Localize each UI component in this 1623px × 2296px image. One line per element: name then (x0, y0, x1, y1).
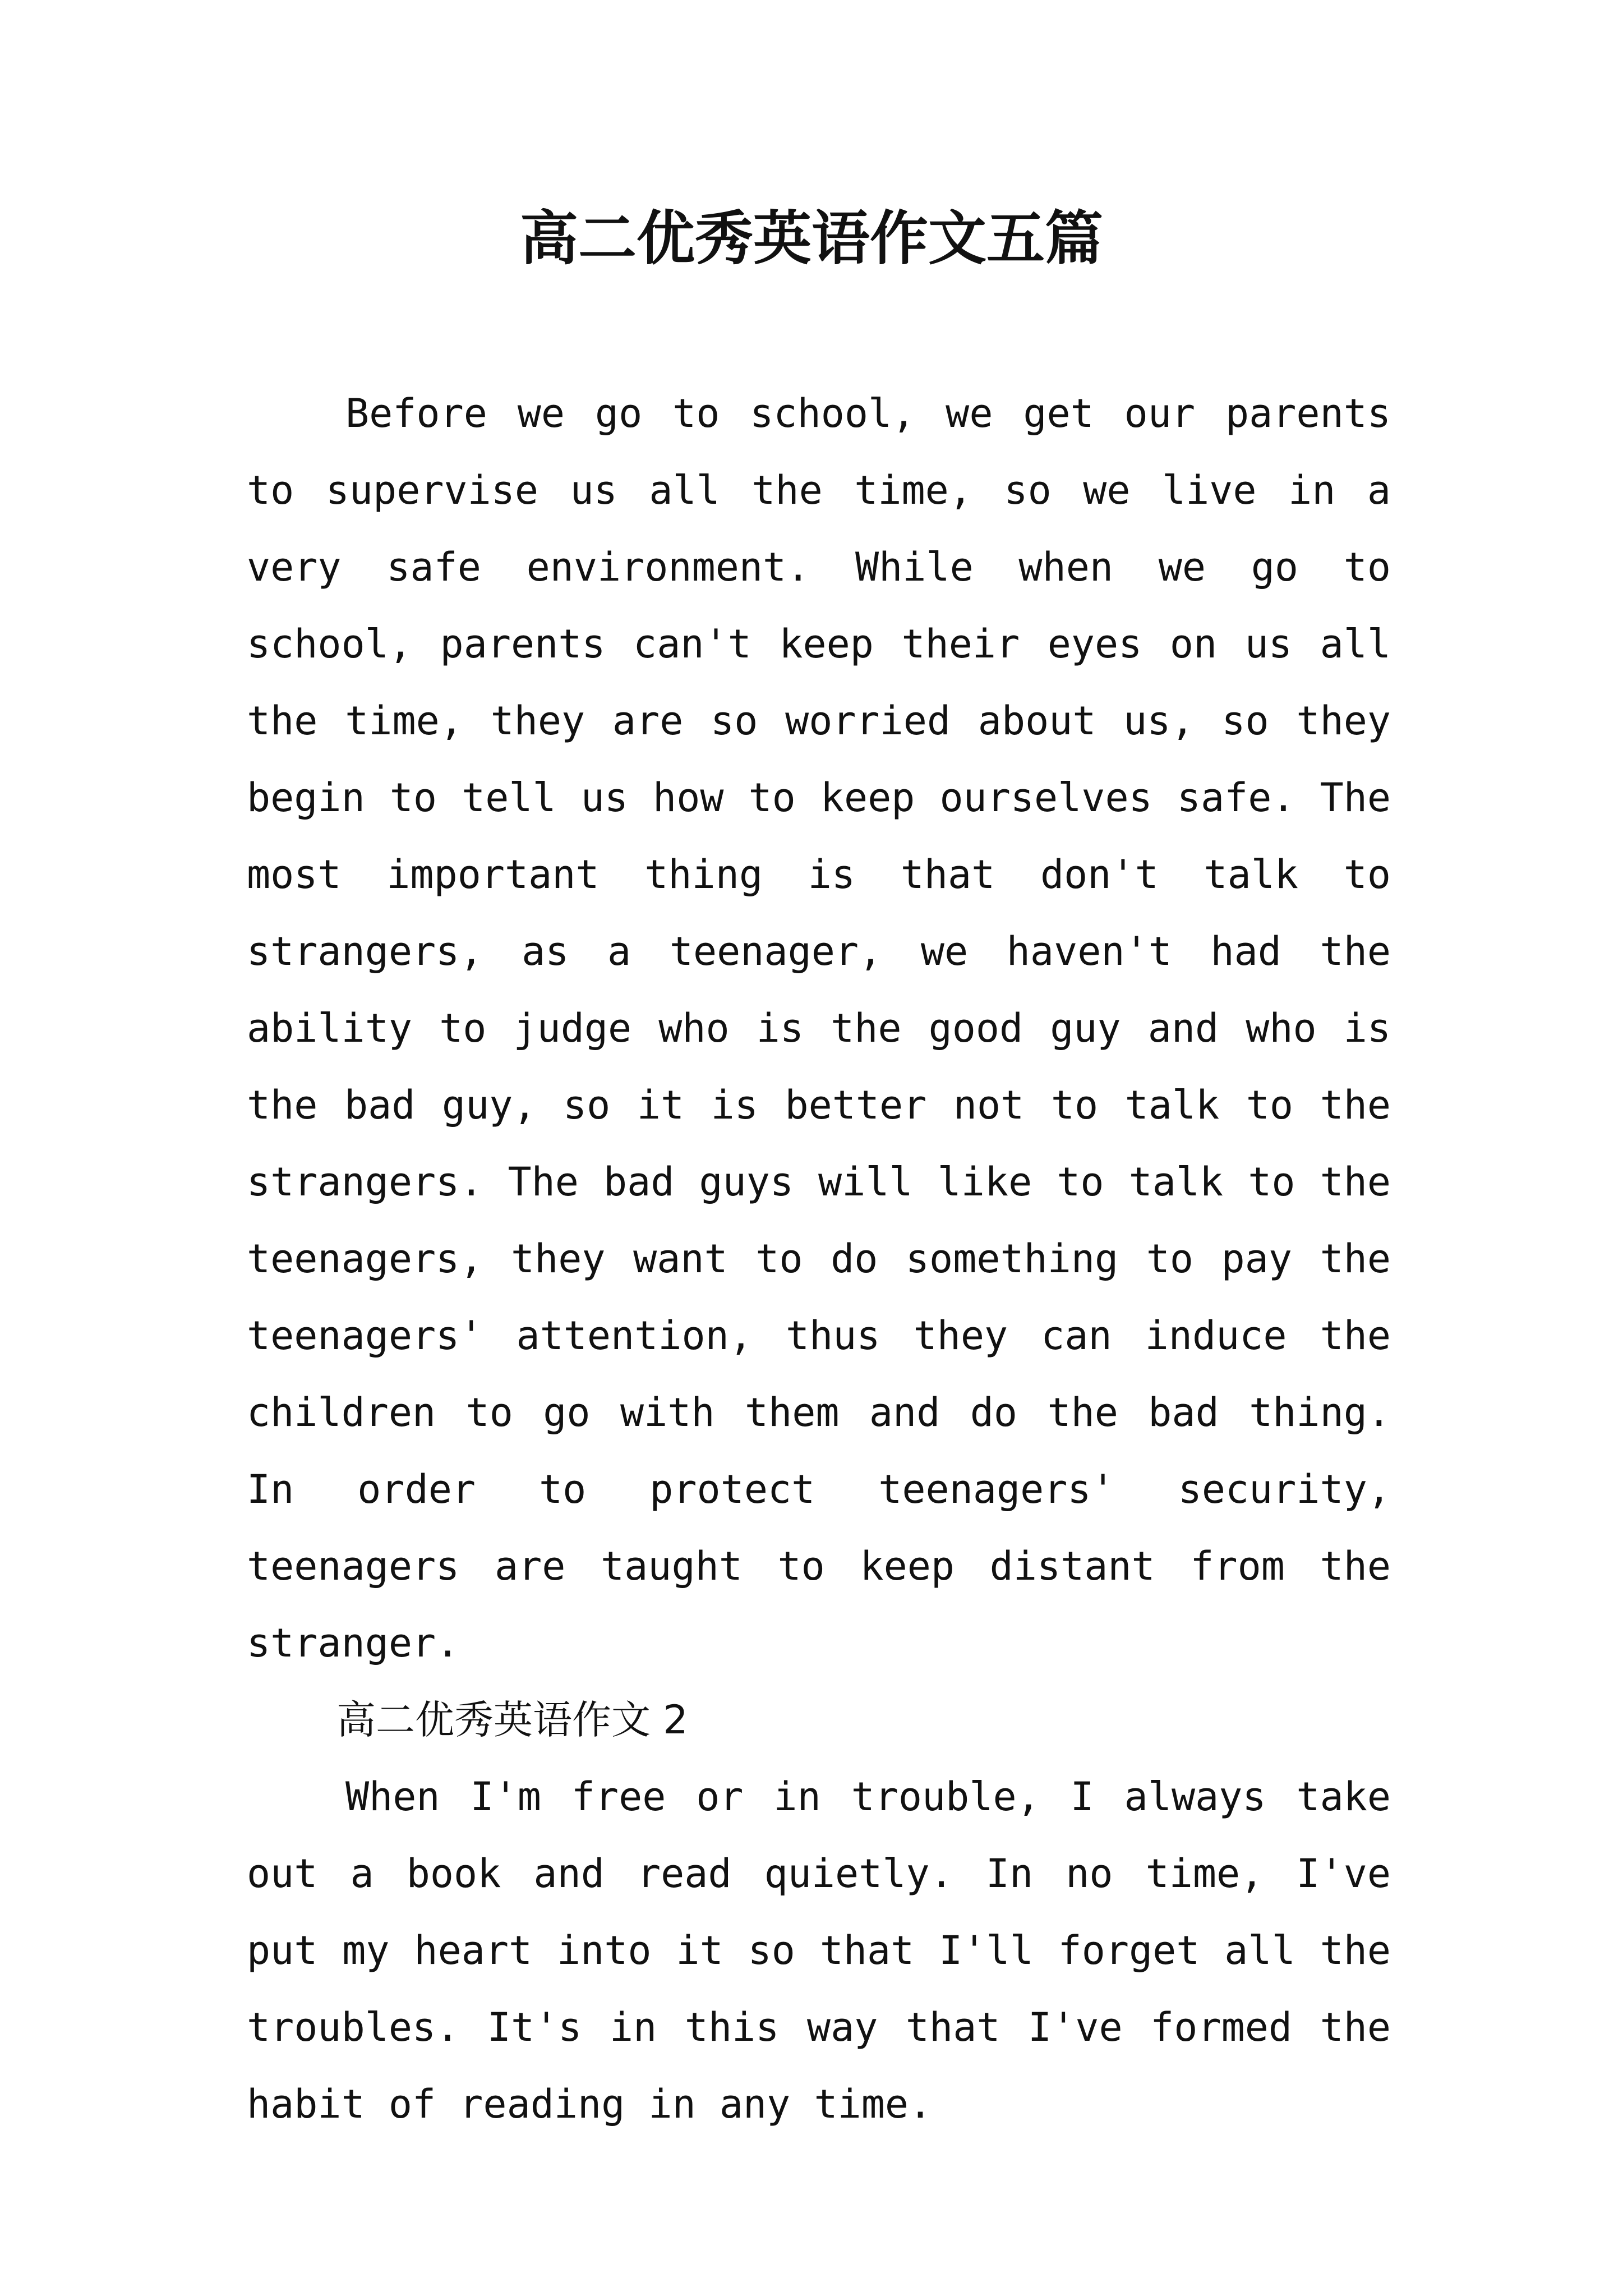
essay-1-paragraph: Before we go to school, we get our parents to supervise us all the time, so we live in a very safe environment. While when we go to school, parents can't keep their eyes on us all the time, they are so worried about us, so they begin to tell us how to keep ourselves safe. The most important thing is that don't talk to strangers, as a teenager, we haven't had the ability to judge who is the good guy and who is the bad guy, so it is better not to talk to the strangers. The bad guys will like to talk to the teenagers, they want to do something to pay the teenagers' attention, thus they can induce the children to go with them and do the bad thing. In order to protect teenagers' security, teenagers are taught to keep distant from the stranger. (247, 390, 1391, 1666)
essay-2-paragraph: When I'm free or in trouble, I always take out a book and read quietly. In no time, I've put my heart into it so that I'll forget all the troubles. It's in this way that I've formed the habit of reading in any time. (247, 1774, 1391, 2127)
essay-2-heading: 高二优秀英语作文 2 (336, 1697, 688, 1743)
document-title: 高二优秀英语作文五篇 (519, 204, 1103, 273)
document-body (247, 375, 1391, 2143)
